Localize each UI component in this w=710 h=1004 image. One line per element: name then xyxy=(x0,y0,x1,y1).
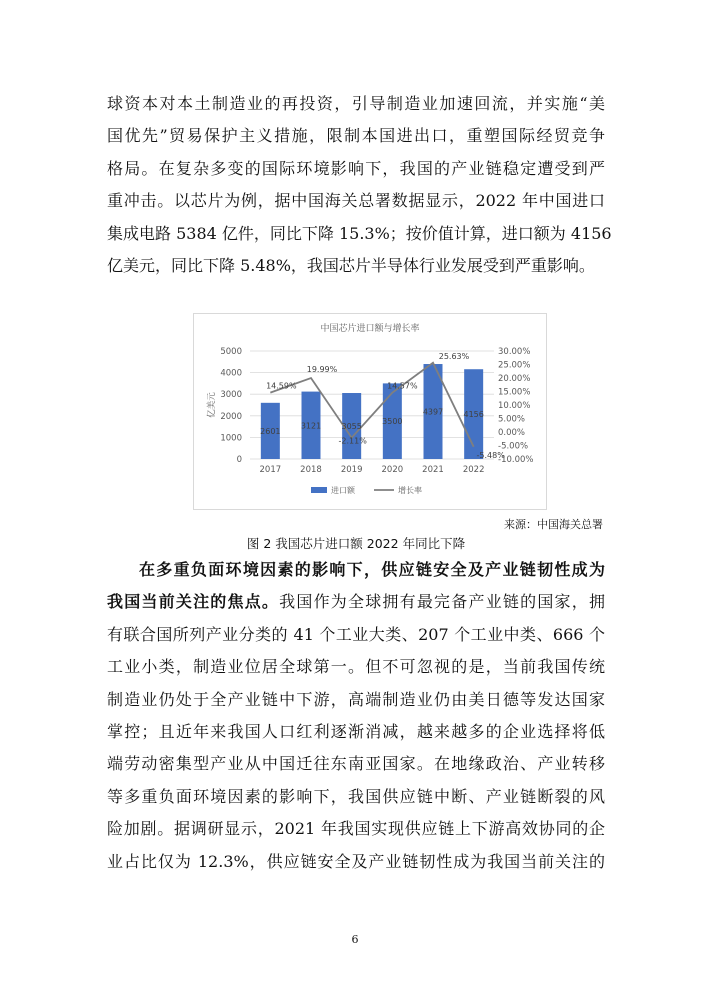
body-text: 业占比仅为 12.3%，供应链安全及产业链韧性成为我国当前关注的 xyxy=(107,851,605,871)
text-line xyxy=(107,748,605,780)
text-line: 集成电路 5384 亿件，同比下降 15.3%；按价值计算，进口额为 4156 xyxy=(107,223,612,243)
legend-bar-label: 进口额 xyxy=(331,486,355,495)
text-line xyxy=(107,554,605,586)
line-data-label: -5.48% xyxy=(476,450,505,460)
text-line xyxy=(107,846,605,878)
x-tick-label: 2020 xyxy=(381,465,404,475)
import-chart xyxy=(194,314,546,509)
growth-line xyxy=(270,363,473,447)
legend-bar-swatch xyxy=(311,487,327,493)
chart-title: 中国芯片进口额与增长率 xyxy=(320,324,420,334)
line-data-label: 14.57% xyxy=(387,381,418,391)
text-line: 亿美元，同比下降 5.48%，我国芯片半导体行业发展受到严重影响。 xyxy=(107,255,595,275)
line-data-label: 14.59% xyxy=(266,381,297,391)
y2-tick-label: -5.00% xyxy=(498,441,529,452)
line-data-label: 25.63% xyxy=(438,351,470,361)
y2-tick-label: 10.00% xyxy=(498,401,531,411)
x-tick-label: 2018 xyxy=(300,465,322,475)
bar-data-label: 4397 xyxy=(422,407,444,417)
y-tick-label: 2000 xyxy=(220,411,242,422)
y2-tick-label: 30.00% xyxy=(498,347,531,357)
text-line: 重冲击。以芯片为例，据中国海关总署数据显示，2022 年中国进口 xyxy=(107,191,605,211)
bar-data-label: 2601 xyxy=(260,426,281,436)
y2-tick-label: 20.00% xyxy=(498,374,531,384)
body-text: 险加剧。据调研显示，2021 年我国实现供应链上下游高效协同的企 xyxy=(107,819,605,839)
bold-text: 在多重负面环境因素的影响下，供应链安全及产业链韧性成为 xyxy=(139,560,605,579)
x-tick-label: 2021 xyxy=(422,465,444,475)
bar-data-label: 3121 xyxy=(300,421,322,431)
y2-tick-label: 25.00% xyxy=(498,360,531,371)
text-line: 球资本对本土制造业的再投资，引导制造业加速回流，并实施“美 xyxy=(107,94,605,113)
body-text: 有联合国所列产业分类的 41 个工业大类、207 个工业中类、666 个 xyxy=(107,624,605,644)
line-data-label: 19.99% xyxy=(306,365,338,375)
body-text: 掌控；且近年来我国人口红利逐渐消减，越来越多的企业选择将低 xyxy=(107,721,605,741)
line-data-label: -2.11% xyxy=(338,436,367,446)
text-line: 格局。在复杂多变的国际环境影响下，我国的产业链稳定遭受到严 xyxy=(107,158,605,178)
text-line xyxy=(107,781,605,813)
paragraph-1 xyxy=(107,88,612,282)
x-tick-label: 2017 xyxy=(259,465,282,475)
page-number: 6 xyxy=(351,933,359,946)
y-tick-label: 5000 xyxy=(220,347,242,357)
body-text: 制造业仍处于全产业链中下游，高端制造业仍由美日德等发达国家 xyxy=(107,689,605,709)
y2-tick-label: 5.00% xyxy=(498,414,526,425)
bold-text: 我国当前关注的焦点。 xyxy=(107,592,280,612)
body-text: 等多重负面环境因素的影响下，我国供应链中断、产业链断裂的风 xyxy=(107,786,605,806)
y2-tick-label: -10.00% xyxy=(498,455,534,465)
y2-tick-label: 0.00% xyxy=(498,428,526,438)
figure-caption: 图 2 我国芯片进口额 2022 年同比下降 xyxy=(246,536,466,551)
x-tick-label: 2019 xyxy=(340,465,363,475)
bar-data-label: 4156 xyxy=(463,410,484,420)
y-tick-label: 3000 xyxy=(220,390,242,401)
text-line xyxy=(107,684,605,716)
y2-tick-label: 15.00% xyxy=(498,387,531,398)
paragraph-2 xyxy=(107,554,605,878)
text-line xyxy=(107,813,605,845)
bar-data-label: 3055 xyxy=(341,422,362,432)
chart-container xyxy=(193,313,547,510)
y-tick-label: 1000 xyxy=(220,433,242,444)
y-axis-label: 亿美元 xyxy=(207,392,217,418)
text-line xyxy=(107,651,605,683)
text-line xyxy=(107,619,605,651)
body-text: 工业小类，制造业位居全球第一。但不可忽视的是，当前我国传统 xyxy=(107,657,605,677)
text-line: 国优先”贸易保护主义措施，限制本国进出口，重塑国际经贸竞争 xyxy=(107,126,605,146)
body-text: 我国作为全球拥有最完备产业链的国家，拥 xyxy=(279,592,605,612)
text-line xyxy=(107,716,605,748)
figure-source: 来源：中国海关总署 xyxy=(504,518,603,531)
y-tick-label: 4000 xyxy=(220,368,242,379)
text-line xyxy=(107,586,605,618)
legend-line-label: 增长率 xyxy=(398,486,422,495)
body-text: 端劳动密集型产业从中国迁往东南亚国家。在地缘政治、产业转移 xyxy=(107,754,605,774)
x-tick-label: 2022 xyxy=(462,465,485,475)
y-tick-label: 0 xyxy=(236,455,242,465)
bar-data-label: 3500 xyxy=(382,417,403,427)
